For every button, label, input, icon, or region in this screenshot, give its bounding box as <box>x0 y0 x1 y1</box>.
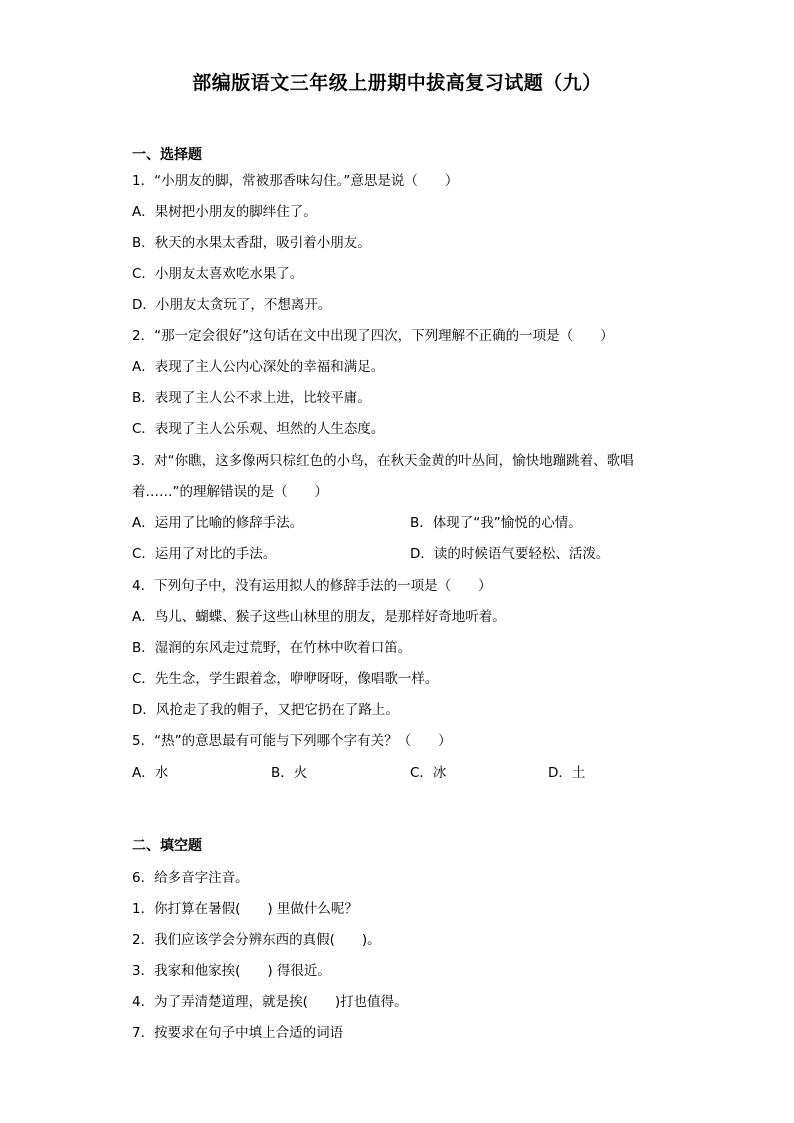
question-4-stem: 4．下列句子中，没有运用拟人的修辞手法的一项是（ ） <box>132 578 492 594</box>
question-2-option-b: B．表现了主人公不求上进，比较平庸。 <box>132 390 371 406</box>
section-heading-fill: 二、填空题 <box>132 838 202 854</box>
question-4-option-c: C．先生念，学生跟着念，咿咿呀呀，像唱歌一样。 <box>132 671 439 687</box>
question-5-option-a: A．水 <box>132 765 169 781</box>
question-3-option-b: B．体现了“我”愉悦的心情。 <box>410 515 582 531</box>
question-5-option-c: C．冰 <box>410 765 447 781</box>
question-1-option-a: A．果树把小朋友的脚绊住了。 <box>132 204 317 220</box>
question-7-stem: 7．按要求在句子中填上合适的词语 <box>132 1025 344 1041</box>
question-2-option-a: A．表现了主人公内心深处的幸福和满足。 <box>132 359 385 375</box>
question-6-item-4: 4．为了弄清楚道理，就是挨( )打也值得。 <box>132 994 408 1010</box>
question-4-option-a: A．鸟儿、蝴蝶、猴子这些山林里的朋友，是那样好奇地听着。 <box>132 609 506 625</box>
question-6-item-1: 1．你打算在暑假( ) 里做什么呢？ <box>132 901 358 917</box>
question-6-item-3: 3．我家和他家挨( ) 得很近。 <box>132 963 331 979</box>
question-2-stem: 2．“那一定会很好”这句话在文中出现了四次，下列理解不正确的一项是（ ） <box>132 328 614 344</box>
question-6-item-2: 2．我们应该学会分辨东西的真假( )。 <box>132 932 381 948</box>
question-3-stem-line1: 3．对“你瞧，这多像两只棕红色的小鸟，在秋天金黄的叶丛间，愉快地蹦跳着、歌唱 <box>132 453 634 469</box>
question-5-stem: 5．“热”的意思最有可能与下列哪个字有关？（ ） <box>132 733 452 749</box>
question-5-option-b: B．火 <box>271 765 308 781</box>
question-4-option-d: D．风抢走了我的帽子，又把它扔在了路上。 <box>132 702 399 718</box>
question-1-option-c: C．小朋友太喜欢吃水果了。 <box>132 266 304 282</box>
question-5-option-d: D．土 <box>548 765 586 781</box>
question-1-option-b: B．秋天的水果太香甜，吸引着小朋友。 <box>132 235 371 251</box>
question-4-option-b: B．湿润的东风走过荒野，在竹林中吹着口笛。 <box>132 640 412 656</box>
question-3-option-a: A．运用了比喻的修辞手法。 <box>132 515 304 531</box>
section-heading-choice: 一、选择题 <box>132 147 202 163</box>
question-3-option-d: D．读的时候语气要轻松、活泼。 <box>410 546 610 562</box>
question-3-option-c: C．运用了对比的手法。 <box>132 546 277 562</box>
question-3-stem-line2: 着……”的理解错误的是（ ） <box>132 484 328 500</box>
question-1-option-d: D．小朋友太贪玩了，不想离开。 <box>132 297 332 313</box>
question-2-option-c: C．表现了主人公乐观、坦然的人生态度。 <box>132 421 385 437</box>
question-1-stem: 1．“小朋友的脚，常被那香味勾住。”意思是说（ ） <box>132 173 459 189</box>
page-title: 部编版语文三年级上册期中拔高复习试题（九） <box>192 72 602 94</box>
question-6-stem: 6．给多音字注音。 <box>132 870 249 886</box>
